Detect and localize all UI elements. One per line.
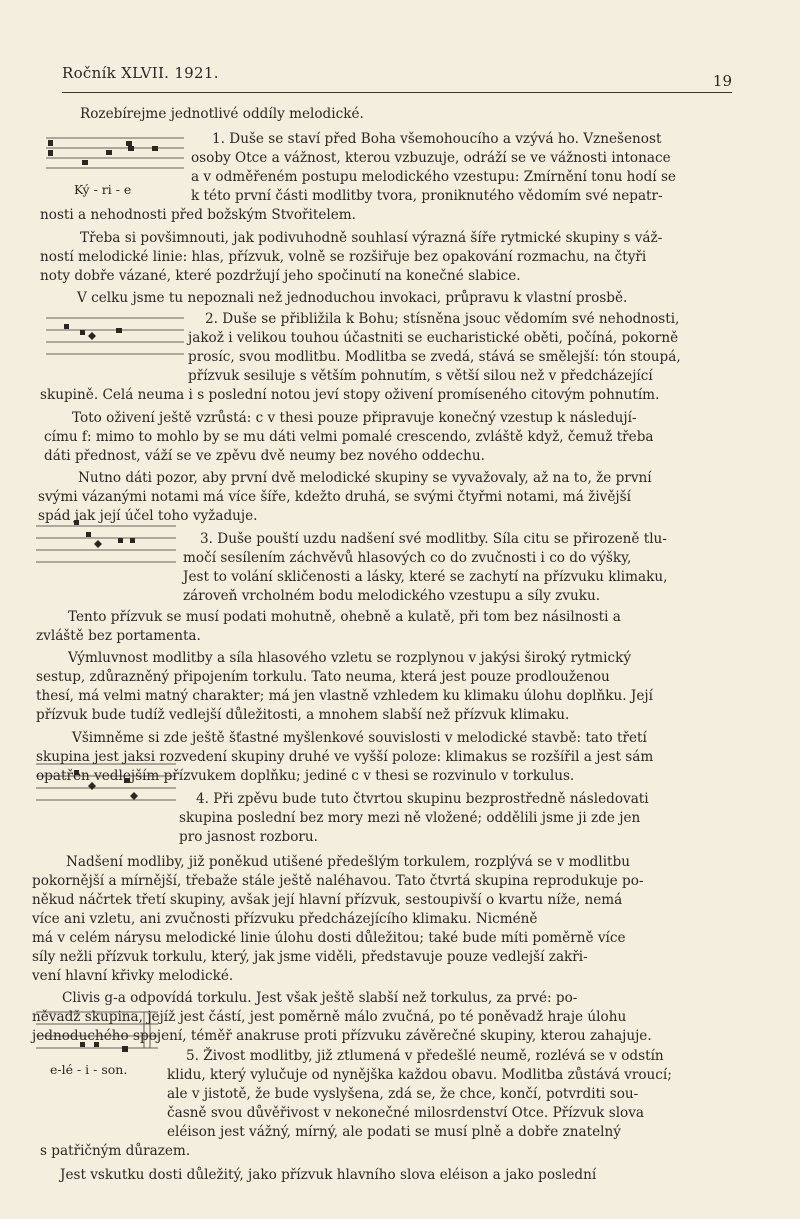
text-line: Jest to volání skličenosti a lásky, které se zachytí na přízvuku klimaku, — [183, 569, 668, 585]
text-line: Výmluvnost modlitby a síla hlasového vzletu se rozplynou v jakýsi široký rytmický — [68, 650, 632, 666]
text-line: močí sesílením záchvěvů hlasových co do zvučnosti i co do výšky, — [183, 550, 632, 566]
text-line: někud náčrtek třetí skupiny, avšak její hlavní přízvuk, sestoupivší o kvartu níže, nemá — [32, 892, 623, 908]
text-line: skupina poslední bez mory mezi ně vložené; oddělili jsme ji zde jen — [179, 810, 641, 826]
text-line: skupině. Celá neuma i s poslední notou jeví stopy oživení promíseného citovým pohnutím. — [40, 387, 660, 403]
text-line: 1. Duše se staví před Boha všemohoucího a vzývá ho. Vznešenost — [212, 131, 662, 147]
chant-staff-3 — [30, 516, 180, 572]
text-line: 5. Živost modlitby, již ztlumená v předešlé neumě, rozlévá se v odstín — [186, 1048, 664, 1064]
text-line: ale v jistotě, že bude vyslyšena, zdá se, že chce, končí, potvrditi sou- — [167, 1086, 639, 1102]
text-line: skupina jest jaksi rozvedení skupiny druhé ve vyšší poloze: klimakus se rozšířil a jest sám — [36, 749, 654, 765]
text-line: dáti přednost, váží se ve zpěvu dvě neumy bez nového oddechu. — [44, 448, 485, 464]
text-line: Tento přízvuk se musí podati mohutně, ohebně a kulatě, při tom bez násilnosti a — [68, 609, 621, 625]
text-line: címu f: mimo to mohlo by se mu dáti velmi pomalé crescendo, zvláště když, čemuž třeba — [44, 429, 654, 445]
text-line: 3. Duše pouští uzdu nadšení své modlitby. Síla citu se přirozeně tlu- — [200, 531, 667, 547]
text-line: Třeba si povšimnouti, jak podivuhodně souhlasí výrazná šíře rytmické skupiny s váž- — [80, 230, 663, 246]
text-line: pokornější a mírnější, třebaže stále ještě naléhavou. Tato čtvrtá skupina reprodukuje po- — [32, 873, 644, 889]
text-line: Toto oživení ještě vzrůstá: c v thesi pouze připravuje konečný vzestup k následují- — [72, 410, 637, 426]
text-line: V celku jsme tu nepoznali než jednoduchou invokaci, průpravu k vlastní prosbě. — [77, 290, 628, 306]
text-line: a v odměřeném postupu melodického vzestupu: Zmírnění tonu hodí se — [191, 169, 676, 185]
text-line: jednoduchého spojení, téměř anakruse proti přízvuku závěrečné skupiny, kterou zahajuje. — [32, 1028, 652, 1044]
text-line: osoby Otce a vážnost, kterou vzbuzuje, odráží se ve vážnosti intonace — [191, 150, 671, 166]
text-line: Všimněme si zde ještě šťastné myšlenkové souvislosti v melodické stavbě: tato třetí — [72, 730, 647, 746]
text-line: ností melodické linie: hlas, přízvuk, volně se rozšiřuje bez opakování rozmachu, na čtyři — [40, 249, 647, 265]
staff-label-eleison: e-lé - i - son. — [50, 1062, 128, 1077]
text-line: 2. Duše se přibližila k Bohu; stísněna jsouc vědomím své nehodnosti, — [205, 311, 680, 327]
text-line: opatřen vedlejším přízvukem doplňku; jediné c v thesi se rozvinulo v torkulus. — [36, 768, 575, 784]
text-line: thesí, má velmi matný charakter; má jen vlastně vzhledem ku klimaku úlohu doplňku. Její — [36, 688, 653, 704]
text-line: noty dobře vázané, které pozdržují jeho spočinutí na konečné slabice. — [40, 268, 521, 284]
text-line: Rozebírejme jednotlivé oddíly melodické. — [80, 106, 364, 122]
text-line: přízvuk sesiluje s větším pohnutím, s větší silou než v předcházející — [188, 368, 653, 384]
text-line: Jest vskutku dosti důležitý, jako přízvuk hlavního slova eléison a jako poslední — [60, 1167, 597, 1183]
staff-label-kyrie: Ký - ri - e — [74, 182, 132, 197]
text-line: spád jak její účel toho vyžaduje. — [38, 508, 258, 524]
volume-year: Ročník XLVII. 1921. — [62, 64, 219, 82]
text-line: zvláště bez portamenta. — [36, 628, 201, 644]
page-header — [62, 64, 732, 93]
chant-staff-2 — [40, 312, 188, 364]
text-line: pro jasnost rozboru. — [179, 829, 319, 845]
text-line: prosíc, svou modlitbu. Modlitba se zvedá, stává se smělejší: tón stoupá, — [188, 349, 681, 365]
text-line: 4. Při zpěvu bude tuto čtvrtou skupinu bezprostředně následovati — [196, 791, 649, 807]
text-line: eléison jest vážný, mírný, ale podati se musí plně a dobře znatelný — [167, 1124, 621, 1140]
text-line: Clivis g-a odpovídá torkulu. Jest však ještě slabší než torkulus, za prvé: po- — [62, 990, 578, 1006]
text-line: Nutno dáti pozor, aby první dvě melodické skupiny se vyvažovaly, až na to, že první — [78, 470, 652, 486]
text-line: s patřičným důrazem. — [40, 1143, 191, 1159]
text-line: sestup, zdůrazněný připojením torkulu. Tato neuma, která jest pouze prodlouženou — [36, 669, 610, 685]
text-line: nosti a nehodnosti před božským Stvořitelem. — [40, 207, 356, 223]
chant-staff-1 — [40, 132, 188, 182]
text-line: přízvuk bude tudíž vedlejší důležitosti, a mnohem slabší než přízvuk klimaku. — [36, 707, 570, 723]
text-line: Nadšení modliby, již poněkud utišené předešlým torkulem, rozplývá se v modlitbu — [66, 854, 630, 870]
text-line: jakož i velikou touhou účastniti se eucharistické oběti, počíná, pokorně — [188, 330, 679, 346]
text-line: klidu, který vylučuje od nynějška každou obavu. Modlitba zůstává vroucí; — [167, 1067, 672, 1083]
text-line: síly nežli přízvuk torkulu, který, jak jsme viděli, představuje pouze vedlejší zakři- — [32, 949, 588, 965]
page-number: 19 — [712, 72, 732, 90]
text-line: k této první části modlitby tvora, proniknutého vědomím své nepatr- — [191, 188, 663, 204]
text-line: vení hlavní křivky melodické. — [32, 968, 234, 984]
text-line: svými vázanými notami má více šíře, kdežto druhá, se svými čtyřmi notami, má živější — [38, 489, 631, 505]
text-line: něvadž skupina, jejíž jest částí, jest poměrně málo zvučná, po té poněvadž hraje úlohu — [32, 1009, 627, 1025]
text-line: má v celém nárysu melodické linie úlohu dosti důležitou; také bude míti poměrně více — [32, 930, 626, 946]
text-line: časně svou důvěřivost v nekonečné milosrdenství Otce. Přízvuk slova — [167, 1105, 645, 1121]
text-line: více ani vzletu, ani zvučnosti přízvuku předcházejícího klimaku. Nicméně — [32, 911, 538, 927]
text-line: zároveň vrcholném bodu melodického vzestupu a síly zvuku. — [183, 588, 601, 604]
